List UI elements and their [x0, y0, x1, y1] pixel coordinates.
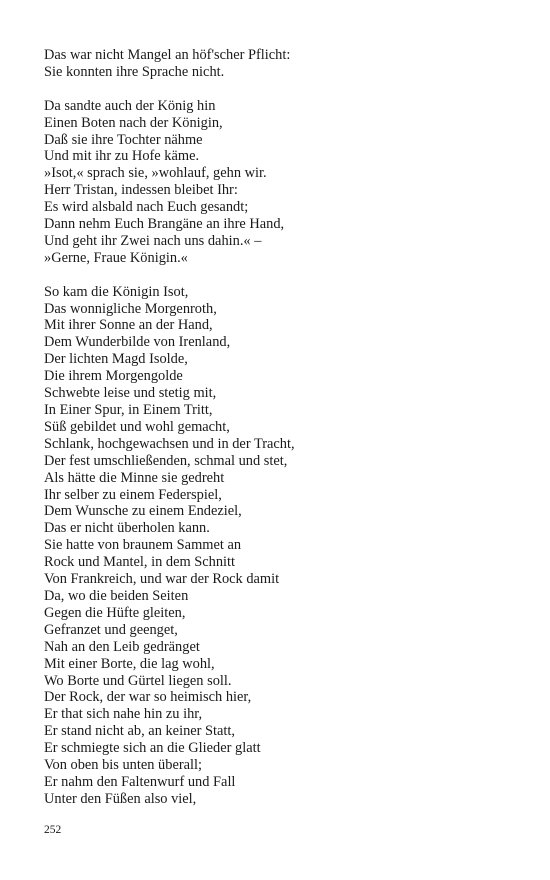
verse-line: Dann nehm Euch Brangäne an ihre Hand,	[44, 216, 285, 233]
verse-line: Es wird alsbald nach Euch gesandt;	[44, 199, 249, 216]
verse-line: Gegen die Hüfte gleiten,	[44, 604, 186, 621]
verse-line: Unter den Füßen also viel,	[44, 790, 197, 807]
verse-line: Der fest umschließenden, schmal und stet,	[44, 452, 288, 469]
verse-line: Da, wo die beiden Seiten	[44, 587, 189, 604]
verse-line: Er nahm den Faltenwurf und Fall	[44, 773, 236, 790]
verse-line: Einen Boten nach der Königin,	[44, 114, 223, 131]
verse-line: Wo Borte und Gürtel liegen soll.	[44, 672, 232, 689]
stanza	[44, 47, 514, 81]
verse-line: Herr Tristan, indessen bleibet Ihr:	[44, 182, 238, 199]
verse-line: Ihr selber zu einem Federspiel,	[44, 486, 222, 503]
stanza	[44, 284, 514, 808]
verse-line: Das er nicht überholen kann.	[44, 520, 210, 537]
verse-line: Sie hatte von braunem Sammet an	[44, 537, 242, 554]
verse-line: Als hätte die Minne sie gedreht	[44, 469, 225, 486]
verse-line: So kam die Königin Isot,	[44, 283, 189, 300]
verse-line: »Gerne, Fraue Königin.«	[44, 249, 188, 266]
verse-line: Süß gebildet und wohl gemacht,	[44, 418, 230, 435]
verse-line: Mit ihrer Sonne an der Hand,	[44, 317, 213, 334]
verse-line: Das wonnigliche Morgenroth,	[44, 300, 217, 317]
stanza	[44, 98, 514, 267]
verse-line: Der Rock, der war so heimisch hier,	[44, 689, 252, 706]
verse-line: Er that sich nahe hin zu ihr,	[44, 706, 203, 723]
verse-line: Der lichten Magd Isolde,	[44, 351, 188, 368]
verse-line: Er stand nicht ab, an keiner Statt,	[44, 723, 236, 740]
page-number: 252	[44, 824, 62, 836]
verse-line: Und mit ihr zu Hofe käme.	[44, 148, 200, 165]
verse-line: Nah an den Leib gedränget	[44, 638, 200, 655]
verse-line: Schwebte leise und stetig mit,	[44, 385, 217, 402]
verse-line: Schlank, hochgewachsen und in der Tracht,	[44, 435, 295, 452]
verse-line: In Einer Spur, in Einem Tritt,	[44, 402, 213, 418]
verse-line: Das war nicht Mangel an höf'scher Pflicht:	[44, 47, 291, 63]
verse-line: Gefranzet und geenget,	[44, 621, 178, 638]
verse-line: Die ihrem Morgengolde	[44, 368, 183, 385]
verse-line: Daß sie ihre Tochter nähme	[44, 131, 203, 148]
verse-line: Sie konnten ihre Sprache nicht.	[44, 63, 225, 80]
verse-line: Und geht ihr Zwei nach uns dahin.« –	[44, 232, 262, 249]
verse-line: Von Frankreich, und war der Rock damit	[44, 571, 280, 588]
verse-line: Dem Wunsche zu einem Endeziel,	[44, 503, 242, 520]
verse-line: Da sandte auch der König hin	[44, 97, 216, 114]
verse-line: Dem Wunderbilde von Irenland,	[44, 334, 231, 351]
verse-line: »Isot,« sprach sie, »wohlauf, gehn wir.	[44, 165, 267, 182]
verse-line: Rock und Mantel, in dem Schnitt	[44, 554, 236, 571]
verse-line: Mit einer Borte, die lag wohl,	[44, 655, 215, 672]
verse-line: Von oben bis unten überall;	[44, 757, 203, 774]
poem-text	[44, 47, 514, 808]
verse-line: Er schmiegte sich an die Glieder glatt	[44, 740, 261, 757]
